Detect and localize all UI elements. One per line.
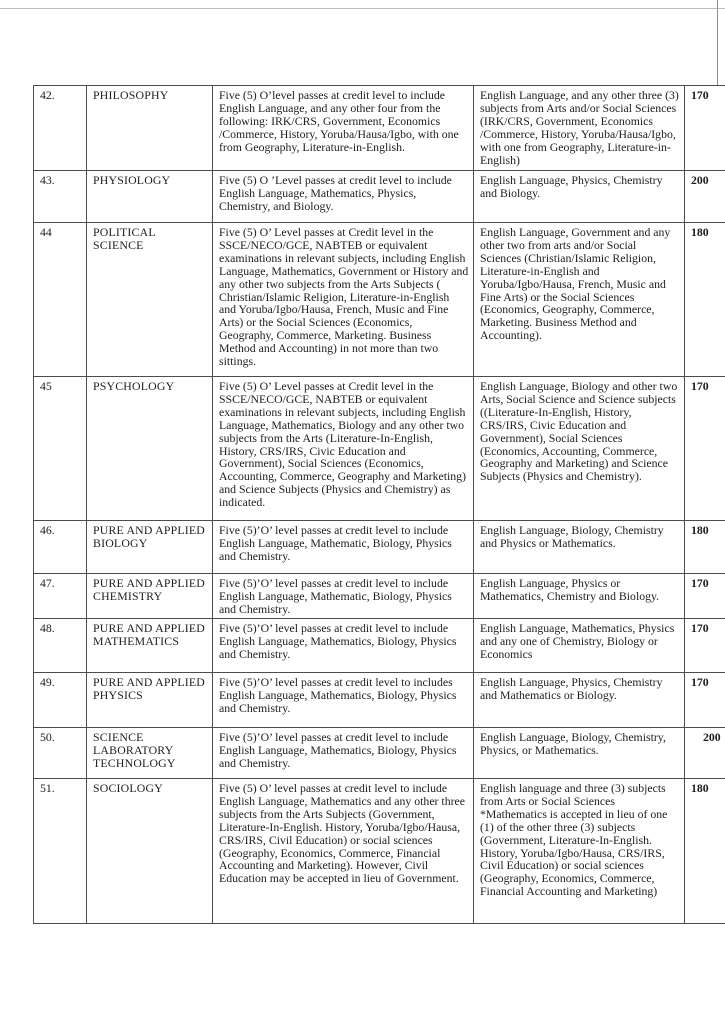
cutoff-score-cell: 170: [685, 619, 725, 673]
table-row: [34, 86, 725, 171]
program-name-cell: SCIENCE LABORATORY TECHNOLOGY: [87, 728, 213, 779]
cutoff-score-cell: 170: [685, 574, 725, 619]
serial-number-cell: 49.: [34, 673, 87, 728]
program-name-cell: PURE AND APPLIED CHEMISTRY: [87, 574, 213, 619]
table-row: [34, 377, 725, 521]
cutoff-score-cell: 170: [685, 86, 725, 171]
olevel-requirements-cell: Five (5) O ’Level passes at credit level to include English Language, Mathematics, Physics, Chemistry, and Biology.: [213, 171, 474, 223]
program-name-cell: PHYSIOLOGY: [87, 171, 213, 223]
serial-number-cell: 42.: [34, 86, 87, 171]
olevel-requirements-cell: Five (5)’O’ level passes at credit level to include English Language, Mathematic, Biology, Physics and Chemistry.: [213, 521, 474, 574]
olevel-requirements-cell: Five (5)’O’ level passes at credit level to include English Language, Mathematics, Biology, Physics and Chemistry.: [213, 619, 474, 673]
serial-number-cell: 51.: [34, 779, 87, 924]
table-row: [34, 728, 725, 779]
admission-requirements-table: [33, 85, 725, 924]
table-row: [34, 779, 725, 924]
olevel-requirements-cell: Five (5)’O’ level passes at credit level to includes English Language, Mathematics, Biology, Physics and Chemistry.: [213, 673, 474, 728]
cutoff-score-cell: 180: [685, 779, 725, 924]
serial-number-cell: 48.: [34, 619, 87, 673]
olevel-requirements-cell: Five (5) O’ level passes at credit level to include English Language, Mathematics and any other three subjects from the Arts Subjects (Government, Literature-In-English. History, Yoruba/Igbo/Hausa, CRS/IRS, Civil Education) or social sciences (Geography, Economics, Commerce, Financial Accounting and Marketing). However, Civil Education may be accepted in lieu of Government.: [213, 779, 474, 924]
scan-artifact-top-line: [0, 8, 725, 9]
program-name-cell: PURE AND APPLIED BIOLOGY: [87, 521, 213, 574]
cutoff-score-cell: 170: [685, 673, 725, 728]
cutoff-score-cell: 180: [685, 223, 725, 377]
utme-subjects-cell: English Language, Physics, Chemistry and Biology.: [474, 171, 685, 223]
table-row: [34, 673, 725, 728]
utme-subjects-cell: English Language, Government and any other two from arts and/or Social Sciences (Christian/Islamic Religion, Literature-in-English and Yoruba/Igbo/Hausa, French, Music and Fine Arts) or the Social Sciences (Economics, Geography, Commerce, Marketing. Business Method and Accounting).: [474, 223, 685, 377]
olevel-requirements-cell: Five (5) O’ Level passes at Credit level in the SSCE/NECO/GCE, NABTEB or equivalent examinations in relevant subjects, including English Language, Mathematics, Government or History and any other two subjects from the Arts Subjects ( Christian/Islamic Religion, Literature-in-English and Yoruba/Igbo/Hausa, French, Music and Fine Arts) or the Social Sciences (Economics, Geography, Commerce, Marketing. Business Method and Accounting) in not more than two sittings.: [213, 223, 474, 377]
serial-number-cell: 47.: [34, 574, 87, 619]
utme-subjects-cell: English language and three (3) subjects from Arts or Social Sciences *Mathematics is accepted in lieu of one (1) of the other three (3) subjects (Government, Literature-In-English. History, Yoruba/Igbo/Hausa, CRS/IRS, Civil Education) or social sciences (Geography, Economics, Commerce, Financial Accounting and Marketing): [474, 779, 685, 924]
scan-artifact-right-line: [717, 0, 718, 86]
utme-subjects-cell: English Language, and any other three (3) subjects from Arts and/or Social Sciences (IRK/CRS, Government, Economics /Commerce, History, Yoruba/Hausa/Igbo, with one from Geography, Literature-in-English): [474, 86, 685, 171]
program-name-cell: SOCIOLOGY: [87, 779, 213, 924]
table-body: [34, 86, 725, 924]
utme-subjects-cell: English Language, Biology, Chemistry and Physics or Mathematics.: [474, 521, 685, 574]
serial-number-cell: 46.: [34, 521, 87, 574]
serial-number-cell: 44: [34, 223, 87, 377]
program-name-cell: PHILOSOPHY: [87, 86, 213, 171]
utme-subjects-cell: English Language, Physics or Mathematics, Chemistry and Biology.: [474, 574, 685, 619]
program-name-cell: PURE AND APPLIED PHYSICS: [87, 673, 213, 728]
utme-subjects-cell: English Language, Biology and other two Arts, Social Science and Science subjects ((Literature-In-English, History, CRS/IRS, Civic Education and Government), Social Sciences (Economics, Accounting, Commerce, Geography and Marketing) and Science Subjects (Physics and Chemistry).: [474, 377, 685, 521]
serial-number-cell: 50.: [34, 728, 87, 779]
table-row: [34, 171, 725, 223]
utme-subjects-cell: English Language, Mathematics, Physics and any one of Chemistry, Biology or Economics: [474, 619, 685, 673]
table-row: [34, 619, 725, 673]
cutoff-score-cell: 200: [685, 171, 725, 223]
serial-number-cell: 45: [34, 377, 87, 521]
table-row: [34, 574, 725, 619]
utme-subjects-cell: English Language, Physics, Chemistry and Mathematics or Biology.: [474, 673, 685, 728]
cutoff-score-cell: 180: [685, 521, 725, 574]
cutoff-score-cell: 170: [685, 377, 725, 521]
serial-number-cell: 43.: [34, 171, 87, 223]
olevel-requirements-cell: Five (5)’O’ level passes at credit level to include English Language, Mathematic, Biology, Physics and Chemistry.: [213, 574, 474, 619]
olevel-requirements-cell: Five (5) O’level passes at credit level to include English Language, and any other four from the following: IRK/CRS, Government, Economics /Commerce, History, Yoruba/Hausa/Igbo, with one from Geography, Literature-in-English.: [213, 86, 474, 171]
program-name-cell: PSYCHOLOGY: [87, 377, 213, 521]
olevel-requirements-cell: Five (5)’O’ level passes at credit level to include English Language, Mathematics, Biology, Physics and Chemistry.: [213, 728, 474, 779]
olevel-requirements-cell: Five (5) O’ Level passes at Credit level in the SSCE/NECO/GCE, NABTEB or equivalent examinations in relevant subjects, including English Language, Mathematics, Biology and any other two subjects from the Arts (Literature-In-English, History, CRS/IRS, Civic Education and Government), Social Sciences (Economics, Accounting, Commerce, Geography and Marketing) and Science Subjects (Physics and Chemistry) as indicated.: [213, 377, 474, 521]
cutoff-score-cell: 200: [685, 728, 725, 779]
utme-subjects-cell: English Language, Biology, Chemistry, Physics, or Mathematics.: [474, 728, 685, 779]
table-row: [34, 223, 725, 377]
program-name-cell: PURE AND APPLIED MATHEMATICS: [87, 619, 213, 673]
program-name-cell: POLITICAL SCIENCE: [87, 223, 213, 377]
table-row: [34, 521, 725, 574]
